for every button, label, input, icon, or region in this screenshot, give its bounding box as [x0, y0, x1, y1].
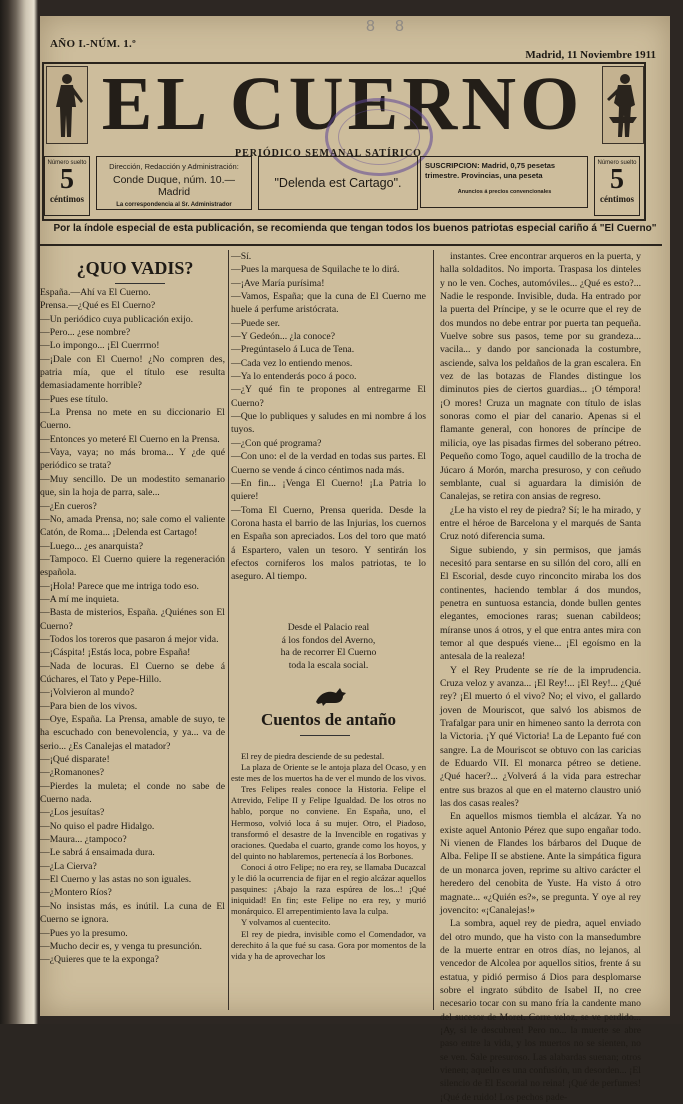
- paragraph: ¿Le ha visto el rey de piedra? Sí; le ha mirado, y entre el héroe de Barcelona y el marqués de Santa Cruz notó diferencia suma.: [440, 504, 641, 543]
- paragraph: —¡Qué disparate!: [40, 754, 110, 766]
- paragraph: —Pregúntaselo á Luca de Tena.: [231, 344, 355, 356]
- paragraph: —La Prensa no mete en su diccionario El Cuerno.: [40, 407, 225, 432]
- paragraph: —No insistas más, es inútil. La cuna de El Cuerno se ignora.: [40, 900, 225, 926]
- paragraph: —Un periódico cuya publicación exijo.: [40, 313, 194, 325]
- paragraph: —¡Cáspita! ¡Estás loca, pobre España!: [40, 647, 191, 659]
- column-2: [231, 250, 426, 584]
- price-left: [44, 156, 90, 216]
- paragraph: —Y Gedeón... ¿la conoce?: [231, 331, 336, 343]
- address-line3: La correspondencia al Sr. Administrador: [116, 202, 232, 208]
- column-divider: [228, 250, 229, 1010]
- motto-box: "Delenda est Cartago".: [258, 156, 418, 210]
- verse-line: ha de recorrer El Cuerno: [280, 647, 377, 659]
- paragraph: —Todos los toreros que pasaron á mejor vida.: [40, 633, 219, 645]
- verse-quatrain: [231, 622, 426, 672]
- pencil-mark: 8: [395, 18, 404, 35]
- paragraph: —¿Con qué programa?: [231, 437, 322, 449]
- paragraph: —Muy sencillo. De un modestito semanario que, sin la hoja de parra, sale...: [40, 473, 225, 499]
- paragraph: —Mucho decir es, y venga tu presunción.: [40, 940, 202, 952]
- paragraph: —Que lo publiques y saludes en mi nombre á los tuyos.: [231, 411, 426, 436]
- paragraph: Y el Rey Prudente se ríe de la imprudencia. Cruza veloz y avanza... ¡El Rey!... ¡El Rey!... ¿Qué rey? ¡El muerto ó el vivo? No; el vivo, el gallardo joven de Mouriscot, que salvó los abismos de Trafalgar para unir en himeneo santo la derrota con la Victoria. ¡Y qué Victoria! La de Lepanto fué con sangre. La de Mouriscot se obtuvo con las caricias de Eduardo VII. El monarca pétreo se detiene. ¿Qué hacer?... ¿Volverá á la vida para estrechar entre sus brazos al que en el materno claustro unió las dos casas reales?: [440, 664, 641, 810]
- bullfighter-left-emblem: [46, 66, 88, 144]
- cat-ornament-icon: [314, 684, 348, 711]
- column-divider: [433, 250, 434, 1010]
- price-value: 5: [60, 164, 74, 195]
- price-unit: céntimos: [50, 194, 84, 204]
- paragraph: —¡Dale con El Cuerno! ¿No compren des, patria mía, que el título ese resulta demasiadamente horrible?: [40, 353, 225, 392]
- divider: [300, 735, 350, 736]
- article-heading-cuentos: Cuentos de antaño: [260, 710, 397, 729]
- paragraph: —Vaya, vaya; no más broma... Y ¿de qué periódico se trata?: [40, 447, 225, 472]
- issue-number: AÑO I.-NÚM. 1.º: [50, 38, 137, 50]
- paragraph: —Pues la marquesa de Squilache te lo dirá.: [231, 264, 400, 276]
- paragraph: —¡Ave María purísima!: [231, 277, 325, 289]
- patriot-notice: Por la índole especial de esta publicación, se recomienda que tengan todos los buenos patriotas especial cariño á "El Cuerno": [53, 223, 657, 234]
- verse-line: Desde el Palacio real: [287, 622, 370, 633]
- newspaper-subtitle: PERIÓDICO SEMANAL SATÍRICO: [235, 148, 422, 159]
- ads-note: Anuncios á precios convencionales: [457, 189, 552, 195]
- paragraph: —¡Volvieron al mundo?: [40, 687, 134, 699]
- paragraph: —Pues ese título.: [40, 393, 109, 405]
- paragraph: —¿Y qué fin te propones al entregarme El Cuerno?: [231, 384, 426, 409]
- paragraph: —Vamos, España; que la cuna de El Cuerno me huele á perfume aristócrata.: [231, 291, 426, 316]
- paragraph: —Maura... ¿tampoco?: [40, 834, 127, 846]
- paragraph: —¿Montero Ríos?: [40, 887, 112, 899]
- paragraph: —No, amada Prensa, no; sale como el valiente Catón, de Roma... ¡Delenda est Cartago!: [40, 513, 225, 539]
- paragraph: instantes. Cree encontrar arqueros en la puerta, y halla soldaditos. No importa. Traspasa los dinteles y no le ven. Coches, automóviles... ¿Qué es esto?... Nadie le responde. Invisible, duda. Ha entrado por la puerta del Príncipe, y se le ocurre que el rey de dos mundos no debe entrar por puerta tan pequeña. Vuelve sobre sus pasos, teme por su grandeza... vacila... y dando por sancionada la costumbre, asciende, salva los peldaños de la gran escalera. En vez de las botazas de Flandes distingue los diminutos pies de ciertos guardias... ¡O témpora! ¡O mores! Cruza un magnate con título de islas sonoras como el piar del canario. Apenas si el flamante general, con honores de príncipe de milicia, oye las pisadas firmes del soberano pétreo. Pequeño como Togo, aquel caudillo de la trocha de Júcaro á Morón, marcha presuroso, y con ceñudo semblante, cual si aguardara la dimisión de Canalejas, se retira con ansias de regreso.: [440, 251, 641, 503]
- paragraph: Prensa.—¿Qué es El Cuerno?: [40, 300, 156, 312]
- address-box: [96, 156, 252, 210]
- divider: [40, 244, 662, 246]
- address-line2: Conde Duque, núm. 10.—Madrid: [113, 174, 235, 198]
- paragraph: —El Cuerno y las astas no son iguales.: [40, 874, 192, 886]
- paragraph: —¿La Cierva?: [40, 860, 97, 872]
- price-right: [594, 156, 640, 216]
- paragraph: —Toma El Cuerno, Prensa querida. Desde la Corona hasta el barrio de las Injurias, los cuernos en España son apreciados. Los del toro que mató á Espartero, valen un tesoro. Y sentirán los efectos corniferos los malos patriotas, te lo aseguro. Al tiempo.: [231, 504, 426, 583]
- subscription-rates: SUSCRIPCION: Madrid, 0,75 pesetas trimestre. Provincias, una peseta: [425, 161, 556, 180]
- paragraph: —Con uno: el de la verdad en todas sus partes. El Cuerno se vende á cinco céntimos nada más.: [231, 451, 426, 476]
- paragraph: —Le sabrá á ensaimada dura.: [40, 847, 155, 859]
- paragraph: En aquellos mismos tiembla el alcázar. Ya no existe aquel Antonio Pérez que supo engañar todo. Ni vienen de Flandes los bárbaros del Duque de Alba. Felipe II se abstiene. Ante la simpática figura de un monarca joven, reprime su altivo carácter el heredero del cenobita de Yuste. Ha visto á otro magnate... «¿Quién es?», se pregunta. Y oye al rey jovencito: «¡Canalejas!»: [440, 811, 641, 916]
- paragraph: —En fin... ¡Venga El Cuerno! ¡La Patria lo quiere!: [231, 477, 426, 503]
- subscription-box: [420, 156, 588, 208]
- pencil-mark: 8: [366, 18, 375, 35]
- paragraph: —Pero... ¿ese nombre?: [40, 327, 131, 339]
- paragraph: —A mí me inquieta.: [40, 593, 120, 605]
- divider: [115, 283, 165, 284]
- newspaper-title: EL CUERNO: [101, 62, 584, 146]
- paragraph: —¿Quieres que te la exponga?: [40, 954, 159, 966]
- bullfighter-right-emblem: [602, 66, 644, 144]
- paragraph: —Sí.: [231, 251, 252, 262]
- paragraph: —Cada vez lo entiendo menos.: [231, 357, 353, 369]
- paragraph: —¿En cueros?: [40, 500, 97, 512]
- paragraph: —Lo impongo... ¡El Cuerrrno!: [40, 340, 160, 352]
- paragraph: —No quiso el padre Hidalgo.: [40, 820, 155, 832]
- issue-date: Madrid, 11 Noviembre 1911: [525, 49, 656, 61]
- paragraph: —Luego... ¿es anarquista?: [40, 540, 144, 552]
- paragraph: —Ya lo entenderás poco á poco.: [231, 371, 357, 383]
- paragraph: —Pierdes la muleta; el conde no sabe de Cuerno nada.: [40, 780, 225, 806]
- paragraph: Y volvamos al cuentecito.: [241, 917, 331, 928]
- verse-line: toda la escala social.: [288, 659, 369, 671]
- price-value: 5: [610, 164, 624, 195]
- column-3: [440, 250, 641, 1104]
- verse-line: á los fondos del Averno,: [281, 634, 376, 646]
- paragraph: —¡Hola! Parece que me intriga todo eso.: [40, 580, 199, 592]
- price-unit: céntimos: [600, 194, 634, 204]
- paragraph: Tres Felipes reales conoce la Historia. Felipe el Atrevido, Felipe II y Felipe Igualdad. De los otros no hablo, porque no conviene. En España, uno, el Hermoso, volvió loca á su mujer. Otro, el Piadoso, transformó el desastre de la Invencible en rogativas y oraciones. Quedaba el cuarto, grande como los hoyos, y del quinto no hablaremos, pertenecía á los Borbones.: [231, 784, 426, 861]
- price-label: Número suelto: [47, 160, 87, 166]
- paragraph: El rey de piedra desciende de su pedestal.: [241, 751, 385, 761]
- column-2-cuentos: [231, 751, 426, 962]
- paragraph: —Tampoco. El Cuerno quiere la regeneración española.: [40, 553, 225, 579]
- column-1: [40, 286, 225, 967]
- paragraph: —Pues yo la presumo.: [40, 927, 128, 939]
- paragraph: —Basta de misterios, España. ¿Quiénes son El Cuerno?: [40, 607, 225, 632]
- paragraph: Sigue subiendo, y sin permisos, que jamás necesitó para sentarse en su sillón del coro, allí en El Escorial, desde cuyo rinconcito miraba los dos continentes, haciendo temblar á dos mundos, penetra en suntuosa estancia, donde bullen gentes elegantes, emociones raras; suenan cabildeos; míranse unos á otros, y el que entra antes mira con temor al que después viene... ¡El egoísmo en la antesala de la realeza!: [440, 544, 641, 663]
- address-line1: Dirección, Redacción y Administración:: [109, 162, 239, 171]
- paragraph: —Para bien de los vivos.: [40, 700, 138, 712]
- paragraph: —Entonces yo meteré El Cuerno en la Prensa.: [40, 433, 220, 445]
- price-label: Número suelto: [597, 160, 637, 166]
- paragraph: —¿Los jesuítas?: [40, 807, 105, 819]
- paragraph: La sombra, aquel rey de piedra, aquel enviado del otro mundo, que ha visto con la mansedumbre de la muerte entrar en otros días, no lejanos, al vencedor de Alcolea por aquellos sitios, frente á su estatua, y pidió permiso á Dios para desplomarse sobre el ingrato súbdito de Isabel II, no cree necesario tocar con su mano fría la candente mano del sucesor de Moret. Corre veloz, se ve perdido... ¡Ay, si le descubren! Pero no... la muerte se abre paso entre la vida, y los muertos no se sienten, no se ven. Sale presuroso. Las alabardas suenan; otros vienen; aquello es una confusión, un desorden... ¡El silencio de El Escorial no reina! ¡Qué de perfumes! ¡Qué de ruido! Los pechos pade-: [440, 918, 641, 1103]
- paragraph: —Nada de locuras. El Cuerno se debe á Cúchares, el Tato y Pepe-Hillo.: [40, 660, 225, 685]
- article-heading-quo-vadis: ¿QUO VADIS?: [76, 258, 194, 278]
- paragraph: España.—Ahí va El Cuerno.: [40, 287, 151, 298]
- newspaper-page: [40, 16, 670, 1103]
- paragraph: —Oye, España. La Prensa, amable de suyo, te ha escuchado con benevolencia, y ya... va de serio... ¿Es Canalejas el matador?: [40, 714, 225, 752]
- paragraph: Conoci á otro Felipe; no era rey, se llamaba Ducazcal y le dió la ocurrencia de fijar en el regio alcázar aquellos pasquines: ¡Abajo la raza espúrea de los...! ¡Qué iniquidad! En fin; este Felipe no era rey, y murió monárquico. El arrepentimiento lava la culpa.: [231, 861, 426, 917]
- paragraph: El rey de piedra, invisible como el Comendador, va derechito á la que fué su casa. Gora por momentos de la vida y ha de aprovechar los: [231, 928, 426, 961]
- paragraph: —¿Romanones?: [40, 767, 105, 779]
- paragraph: —Puede ser.: [231, 317, 280, 329]
- paragraph: La plaza de Oriente se le antoja plaza del Ocaso, y en este mes de los muertos ha de ver el mundo de los vivos.: [231, 762, 426, 784]
